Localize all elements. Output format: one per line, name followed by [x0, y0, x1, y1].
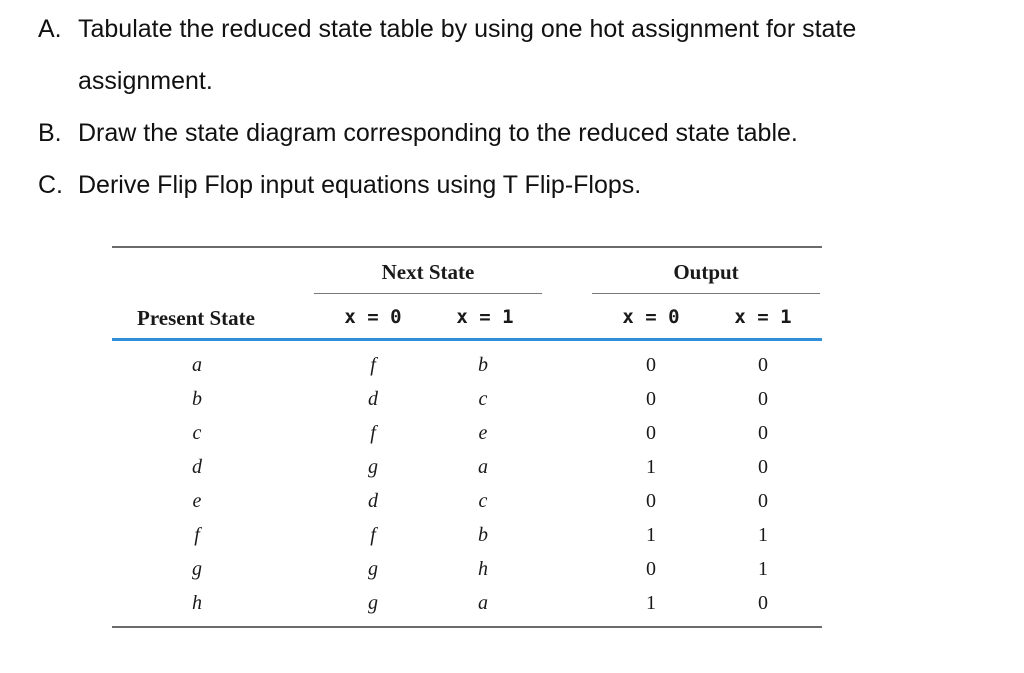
cell-next-state-x0: g [368, 456, 378, 478]
header-divider-rule [112, 338, 822, 341]
subheader-next-x1: x = 1 [456, 306, 514, 328]
cell-output-x0: 0 [646, 422, 656, 444]
table-bottom-rule [112, 626, 822, 628]
cell-present-state: e [192, 490, 202, 512]
cell-output-x1: 0 [758, 490, 768, 512]
header-present-state: Present State [137, 306, 255, 330]
cell-present-state: g [192, 558, 202, 580]
cell-output-x0: 0 [646, 558, 656, 580]
question-b-label: B. [38, 119, 62, 147]
table-top-rule [112, 246, 822, 248]
cell-output-x1: 0 [758, 592, 768, 614]
cell-output-x0: 1 [646, 524, 656, 546]
cell-next-state-x0: g [368, 592, 378, 614]
question-a-text-line2: assignment. [78, 67, 213, 95]
cell-output-x0: 1 [646, 592, 656, 614]
cell-output-x1: 0 [758, 388, 768, 410]
question-b-text: Draw the state diagram corresponding to the reduced state table. [78, 119, 798, 147]
cell-next-state-x0: g [368, 558, 378, 580]
cell-next-state-x1: a [478, 456, 488, 478]
next-state-underline [314, 293, 542, 294]
header-next-state: Next State [381, 260, 475, 284]
table-row [112, 382, 822, 416]
output-underline [592, 293, 820, 294]
cell-present-state: c [192, 422, 202, 444]
subheader-output-x1: x = 1 [734, 306, 792, 328]
question-a-label: A. [38, 15, 62, 43]
cell-output-x0: 0 [646, 388, 656, 410]
subheader-output-x0: x = 0 [622, 306, 680, 328]
cell-output-x1: 0 [758, 456, 768, 478]
cell-output-x1: 0 [758, 354, 768, 376]
table-row [112, 552, 822, 586]
cell-output-x0: 0 [646, 490, 656, 512]
cell-present-state: h [192, 592, 202, 614]
cell-next-state-x0: f [370, 422, 376, 444]
cell-next-state-x0: d [368, 490, 378, 512]
state-table [112, 246, 822, 631]
cell-present-state: a [192, 354, 202, 376]
table-row [112, 348, 822, 382]
header-output: Output [673, 260, 739, 284]
cell-next-state-x1: e [478, 422, 488, 444]
cell-output-x1: 1 [758, 524, 768, 546]
cell-next-state-x0: d [368, 388, 378, 410]
cell-output-x0: 1 [646, 456, 656, 478]
cell-present-state: b [192, 388, 202, 410]
table-row [112, 450, 822, 484]
cell-output-x1: 1 [758, 558, 768, 580]
cell-next-state-x0: f [370, 524, 376, 546]
question-c [38, 170, 641, 200]
cell-present-state: f [194, 524, 200, 546]
cell-next-state-x0: f [370, 354, 376, 376]
cell-next-state-x1: a [478, 592, 488, 614]
cell-next-state-x1: c [478, 388, 488, 410]
table-row [112, 518, 822, 552]
question-c-text: Derive Flip Flop input equations using T Flip-Flops. [78, 171, 642, 199]
cell-next-state-x1: b [478, 354, 488, 376]
cell-next-state-x1: h [478, 558, 488, 580]
table-row [112, 586, 822, 620]
table-row [112, 484, 822, 518]
cell-next-state-x1: c [478, 490, 488, 512]
cell-next-state-x1: b [478, 524, 488, 546]
cell-output-x0: 0 [646, 354, 656, 376]
question-c-label: C. [38, 171, 63, 199]
cell-output-x1: 0 [758, 422, 768, 444]
subheader-next-x0: x = 0 [344, 306, 402, 328]
question-b [38, 118, 798, 148]
table-row [112, 416, 822, 450]
question-a-text-line1: Tabulate the reduced state table by using one hot assignment for state [78, 15, 857, 43]
question-a [38, 14, 856, 44]
cell-present-state: d [192, 456, 202, 478]
